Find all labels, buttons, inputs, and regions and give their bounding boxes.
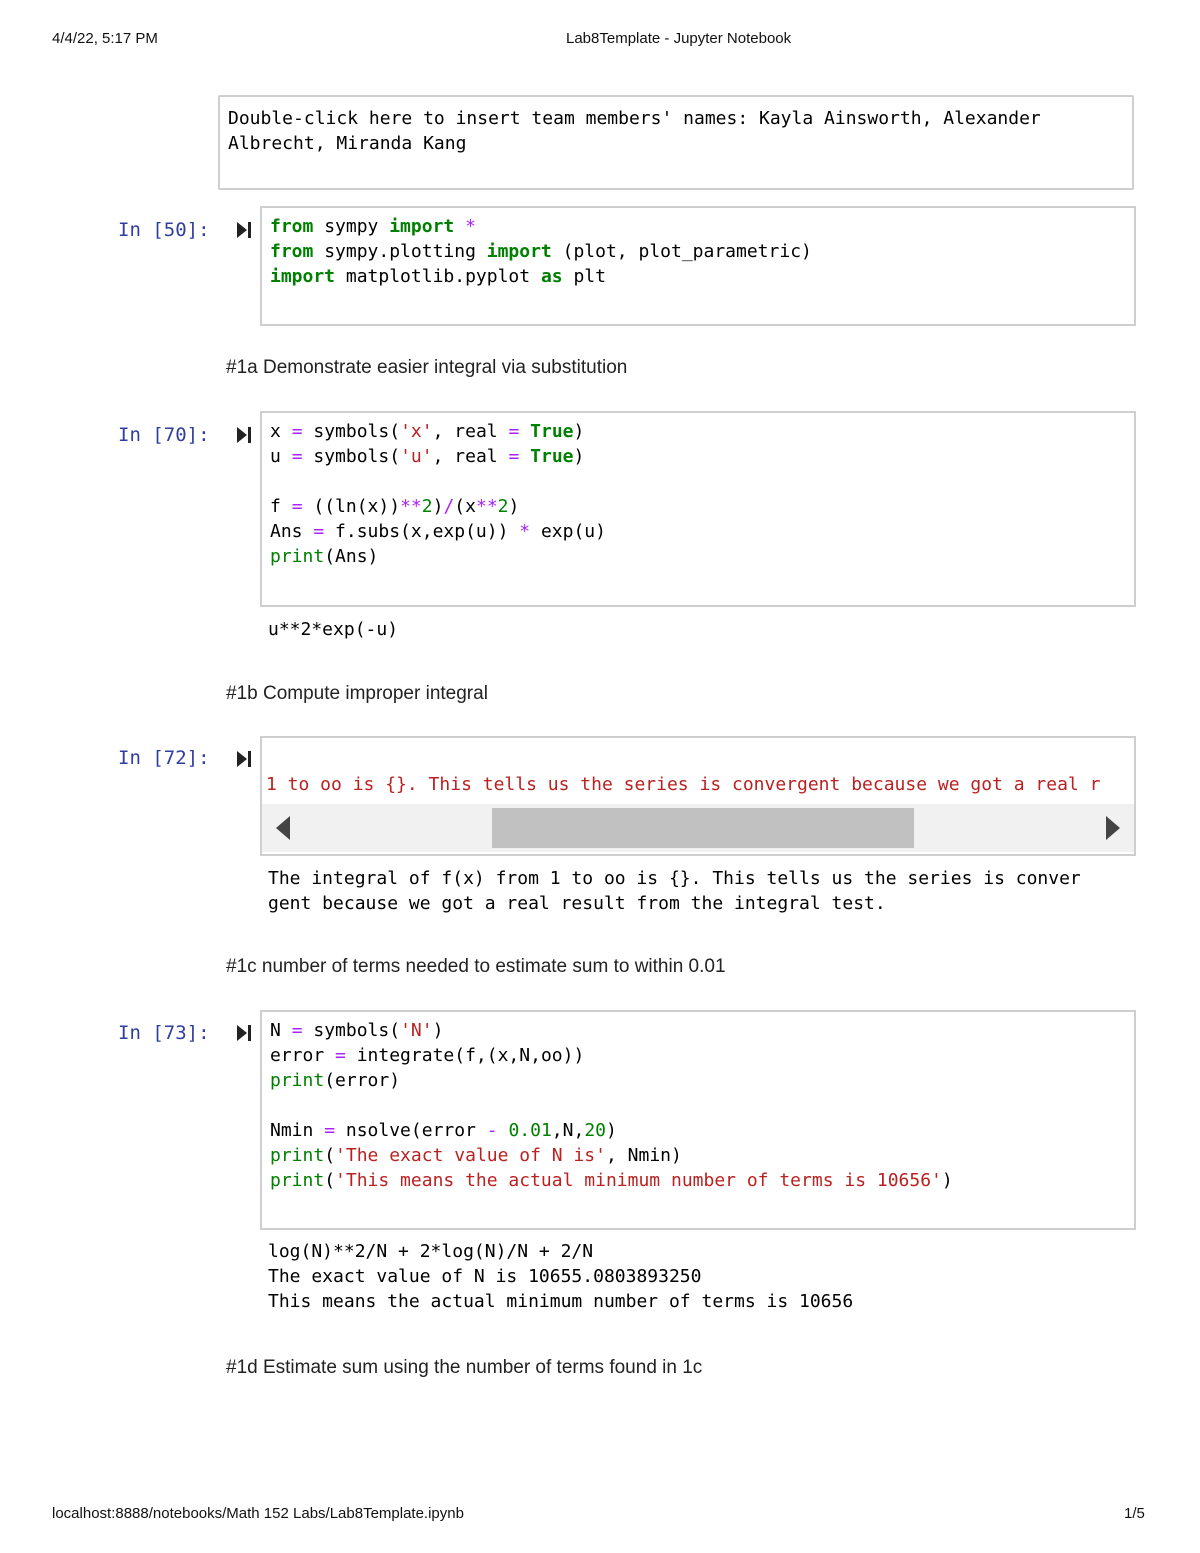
markdown-1a: #1a Demonstrate easier integral via substitution	[226, 357, 628, 378]
operator: =	[324, 1120, 336, 1141]
cell-prompt-50: In [50]:	[118, 219, 210, 241]
code-text: symbols(	[302, 421, 401, 442]
code-text: N	[270, 1020, 292, 1041]
print-page-title: Lab8Template - Jupyter Notebook	[566, 30, 792, 47]
output-line: This means the actual minimum number of terms is 10656	[268, 1291, 854, 1312]
code-text: (plot, plot_parametric)	[551, 241, 812, 262]
run-cell-icon[interactable]	[236, 221, 252, 239]
keyword: from	[270, 241, 314, 262]
code-text: (Ans)	[324, 546, 379, 567]
operator: =	[291, 496, 303, 517]
cell-output-73	[268, 1239, 853, 1314]
operator: =	[313, 521, 325, 542]
operator: =	[291, 421, 303, 442]
cell-prompt-72: In [72]:	[118, 747, 210, 769]
keyword: import	[486, 241, 552, 262]
code-text: nsolve(error	[335, 1120, 487, 1141]
print-datetime: 4/4/22, 5:17 PM	[52, 30, 158, 47]
code-text: )	[606, 1120, 617, 1141]
code-text: f	[270, 496, 292, 517]
code-imports[interactable]	[270, 214, 812, 289]
cell-output-72	[268, 866, 1081, 916]
output-line: The integral of f(x) from 1 to oo is {}. This tells us the series is conver	[268, 868, 1081, 889]
cell-prompt-70: In [70]:	[118, 424, 210, 446]
team-line-1: Double-click here to insert team members' names: Kayla Ainsworth, Alexander	[228, 108, 1041, 129]
markdown-1d: #1d Estimate sum using the number of terms found in 1c	[226, 1357, 703, 1378]
code-text: sympy	[313, 216, 390, 237]
code-text: (	[324, 1145, 336, 1166]
code-text: matplotlib.pyplot	[335, 266, 541, 287]
code-substitution[interactable]	[270, 419, 606, 569]
code-text	[519, 421, 530, 442]
code-text: integrate(f,(x,N,oo))	[345, 1045, 585, 1066]
code-text: u	[270, 446, 292, 467]
print-page-number: 1/5	[1124, 1505, 1145, 1522]
code-text: )	[573, 421, 585, 442]
markdown-1b: #1b Compute improper integral	[226, 683, 488, 704]
team-members-cell[interactable]	[218, 95, 1134, 190]
operator: /	[443, 496, 455, 517]
code-text: )	[432, 1020, 444, 1041]
code-text: , real	[432, 421, 509, 442]
code-text: x	[270, 421, 292, 442]
operator: **	[475, 496, 498, 517]
number: 2	[497, 496, 509, 517]
string: 'The exact value of N is'	[335, 1145, 606, 1166]
keyword: True	[530, 421, 574, 442]
horizontal-scrollbar[interactable]	[262, 804, 1134, 852]
code-integral-visible[interactable]: 1 to oo is {}. This tells us the series is convergent because we got a real r	[266, 774, 1101, 795]
code-text: )	[941, 1170, 953, 1191]
number: 20	[584, 1120, 606, 1141]
code-text: )	[573, 446, 585, 467]
code-text: (error)	[324, 1070, 401, 1091]
run-cell-icon[interactable]	[236, 426, 252, 444]
operator: =	[291, 1020, 303, 1041]
team-line-2: Albrecht, Miranda Kang	[228, 133, 467, 154]
code-nmin[interactable]	[270, 1018, 953, 1193]
code-text: )	[508, 496, 520, 517]
code-cell-improper-integral[interactable]	[260, 736, 1136, 856]
code-text: Ans	[270, 521, 314, 542]
code-text: exp(u)	[530, 521, 606, 542]
code-text: ((ln(x))	[302, 496, 401, 517]
print-url: localhost:8888/notebooks/Math 152 Labs/Lab8Template.ipynb	[52, 1505, 464, 1522]
run-cell-icon[interactable]	[236, 1024, 252, 1042]
operator: =	[335, 1045, 346, 1066]
code-text: plt	[562, 266, 606, 287]
scroll-right-arrow-icon[interactable]	[1094, 804, 1134, 852]
cell-prompt-73: In [73]:	[118, 1022, 210, 1044]
scrollbar-thumb[interactable]	[492, 808, 914, 848]
output-line: The exact value of N is 10655.0803893250	[268, 1266, 702, 1287]
string: 'This means the actual minimum number of terms is 10656'	[335, 1170, 942, 1191]
number: 0.01	[508, 1120, 552, 1141]
run-cell-icon[interactable]	[236, 750, 252, 768]
string: 'x'	[400, 421, 433, 442]
code-text: )	[432, 496, 444, 517]
keyword: import	[270, 266, 336, 287]
code-cell-substitution[interactable]	[260, 411, 1136, 607]
number: 2	[421, 496, 433, 517]
keyword: from	[270, 216, 314, 237]
code-text: error	[270, 1045, 336, 1066]
code-text: sympy.plotting	[313, 241, 487, 262]
code-text: Nmin	[270, 1120, 325, 1141]
cell-output-70: u**2*exp(-u)	[268, 619, 399, 640]
code-text: (x	[454, 496, 476, 517]
code-text	[498, 1120, 509, 1141]
code-text: (	[324, 1170, 336, 1191]
string: 'N'	[400, 1020, 433, 1041]
string: 'u'	[400, 446, 433, 467]
markdown-1c: #1c number of terms needed to estimate sum to within 0.01	[226, 956, 726, 977]
operator: =	[508, 446, 520, 467]
operator: -	[486, 1120, 498, 1141]
builtin: print	[270, 1170, 325, 1191]
scroll-left-arrow-icon[interactable]	[262, 804, 302, 852]
code-cell-nmin[interactable]	[260, 1010, 1136, 1230]
keyword: True	[530, 446, 574, 467]
operator: =	[291, 446, 303, 467]
builtin: print	[270, 1070, 325, 1091]
keyword: as	[540, 266, 563, 287]
code-cell-imports[interactable]	[260, 206, 1136, 326]
code-text: symbols(	[302, 1020, 401, 1041]
code-text	[519, 446, 530, 467]
builtin: print	[270, 546, 325, 567]
code-text: , Nmin)	[605, 1145, 682, 1166]
code-text: f.subs(x,exp(u))	[324, 521, 520, 542]
team-members-text[interactable]	[228, 106, 1041, 156]
keyword: import	[389, 216, 455, 237]
code-text: , real	[432, 446, 509, 467]
operator: *	[519, 521, 531, 542]
operator: **	[400, 496, 422, 517]
builtin: print	[270, 1145, 325, 1166]
output-line: log(N)**2/N + 2*log(N)/N + 2/N	[268, 1241, 594, 1262]
output-line: gent because we got a real result from the integral test.	[268, 893, 886, 914]
code-text: symbols(	[302, 446, 401, 467]
operator: =	[508, 421, 520, 442]
code-text: ,N,	[551, 1120, 585, 1141]
operator: *	[454, 216, 476, 237]
